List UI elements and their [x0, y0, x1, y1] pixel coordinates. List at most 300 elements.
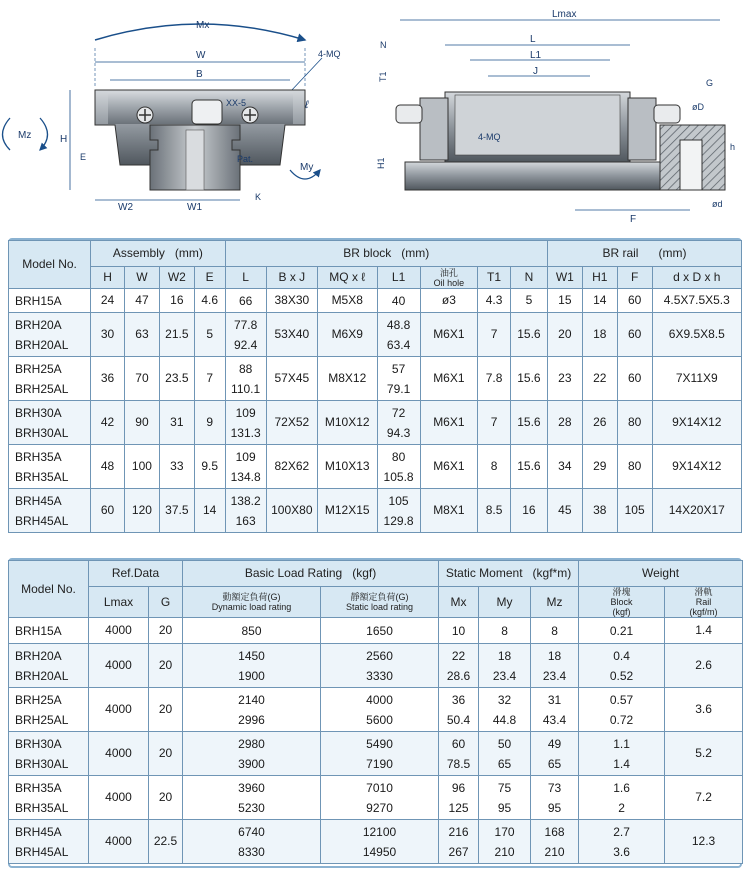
cell-value: 4000	[105, 702, 132, 716]
cell-W2	[159, 401, 194, 445]
cell-block	[579, 776, 665, 820]
cell-Mx	[439, 618, 479, 644]
hdr-block-weight	[579, 587, 665, 618]
cell-value: 60	[627, 371, 642, 385]
cell-value: 0.72	[609, 712, 634, 727]
cell-T1	[478, 445, 511, 489]
cell-value: 66	[238, 293, 253, 308]
cell-value: 7	[490, 327, 498, 341]
cell-value: 5600	[366, 712, 393, 727]
cell-W2	[159, 489, 194, 533]
cell-value: 18	[497, 648, 512, 663]
cell-oil	[420, 313, 477, 357]
cell-value: 63	[135, 327, 149, 341]
label-XX5: XX-5	[226, 98, 247, 108]
label-Mx: Mx	[196, 20, 210, 31]
cell-value: (mm)	[174, 246, 203, 260]
label-W: W	[196, 50, 206, 61]
cell-value: Static Moment	[445, 566, 523, 580]
cell-W2	[159, 357, 194, 401]
cell-value: 36	[451, 692, 466, 707]
cell-H	[91, 313, 125, 357]
model-cell	[9, 776, 89, 820]
label-T1: T1	[378, 71, 388, 82]
cell-E	[194, 289, 225, 313]
cell-dyn	[183, 776, 321, 820]
cell-BxJ	[266, 489, 317, 533]
label-G: G	[706, 78, 714, 88]
cell-W2	[159, 445, 194, 489]
cell-value: M5X8	[331, 293, 363, 307]
cell-value: 60	[451, 736, 466, 751]
cell-value: 4000	[105, 834, 132, 848]
cell-G	[149, 732, 183, 776]
cell-value: M12X15	[324, 503, 370, 517]
cell-T1	[478, 489, 511, 533]
cell-dDh	[652, 401, 741, 445]
hdr-H	[91, 267, 125, 289]
cell-H1	[582, 357, 617, 401]
cell-Lmax	[89, 732, 149, 776]
cell-value: 2.7	[613, 824, 630, 839]
cell-value: 163	[235, 513, 256, 528]
cell-Lmax	[89, 776, 149, 820]
cell-value: 1650	[366, 623, 393, 638]
cell-value: Ref.Data	[111, 566, 160, 580]
cell-value: 20	[158, 623, 173, 637]
cell-Mx	[439, 644, 479, 688]
cell-value: 38	[593, 503, 607, 517]
hdr-dDh	[652, 267, 741, 289]
label-My: My	[300, 162, 314, 173]
cell-block	[579, 618, 665, 644]
cell-value: 36	[100, 371, 115, 385]
cell-value: BRH35A	[15, 780, 62, 795]
cell-MQ	[317, 313, 377, 357]
model-cell	[9, 401, 91, 445]
cell-value: 125	[448, 800, 469, 815]
cell-W1	[547, 445, 582, 489]
cell-value: 0.52	[609, 668, 634, 683]
cell-value: 72X52	[274, 415, 310, 429]
hdr-F	[617, 267, 652, 289]
technical-drawing	[0, 0, 750, 232]
cell-value: BRH30A	[15, 736, 62, 751]
label-oD: øD	[692, 102, 704, 112]
cell-value: 7190	[366, 756, 393, 771]
cell-value: 50	[497, 736, 512, 751]
cell-value: 23.4	[492, 668, 517, 683]
cell-My	[479, 688, 531, 732]
cell-H	[91, 489, 125, 533]
cell-value: 8330	[238, 844, 265, 859]
cell-F	[617, 289, 652, 313]
cell-value: 8.5	[485, 503, 503, 517]
table-row	[9, 489, 742, 533]
cell-F	[617, 401, 652, 445]
cell-value: 7	[206, 371, 214, 385]
model-cell	[9, 289, 91, 313]
cell-value: 22.5	[153, 834, 178, 848]
cell-value: 70	[135, 371, 149, 385]
cell-value: 8	[490, 459, 498, 473]
cell-F	[617, 357, 652, 401]
cell-value: 31	[170, 415, 184, 429]
cell-value: Lmax	[103, 594, 134, 609]
label-4MQ-side: 4-MQ	[478, 132, 501, 142]
cell-E	[194, 445, 225, 489]
cell-W	[125, 313, 160, 357]
cell-sta	[321, 732, 439, 776]
cell-W1	[547, 313, 582, 357]
cell-value: Block	[610, 597, 633, 607]
cell-value: 105	[388, 493, 409, 508]
hdr-model	[9, 241, 91, 289]
cell-F	[617, 489, 652, 533]
cell-value: 7010	[366, 780, 393, 795]
table-row	[9, 820, 743, 864]
cell-value: 12100	[362, 824, 397, 839]
hdr-assembly	[91, 241, 225, 267]
cell-value: BRH30A	[15, 405, 62, 420]
cell-BxJ	[266, 313, 317, 357]
cell-value: 15.6	[517, 459, 541, 473]
cell-value: 0.4	[613, 648, 630, 663]
cell-value: 2.6	[695, 658, 712, 672]
cell-value: BRH45AL	[15, 513, 69, 528]
cell-value: T1	[487, 270, 502, 284]
cell-MQ	[317, 445, 377, 489]
cell-L	[225, 489, 266, 533]
cell-L	[225, 357, 266, 401]
cell-value: 32	[497, 692, 512, 707]
cell-W2	[159, 313, 194, 357]
cell-H	[91, 445, 125, 489]
model-cell	[9, 820, 89, 864]
cell-value: 4000	[105, 623, 132, 637]
cell-value: L	[242, 270, 249, 284]
cell-value: 95	[547, 800, 562, 815]
load-rating-table	[8, 560, 743, 864]
cell-oil	[420, 289, 477, 313]
cell-value: 16	[522, 503, 536, 517]
cell-BxJ	[266, 445, 317, 489]
cell-My	[479, 820, 531, 864]
cell-value: 22	[451, 648, 466, 663]
cell-value: BRH25AL	[15, 381, 69, 396]
cell-value: 6740	[238, 824, 265, 839]
model-cell	[9, 644, 89, 688]
cell-block	[579, 688, 665, 732]
hdr-oil	[420, 267, 477, 289]
cell-value: 37.5	[165, 503, 189, 517]
cell-value: 14	[593, 293, 607, 307]
cell-H1	[582, 445, 617, 489]
cell-value: (kgf)	[612, 607, 631, 617]
cell-value: Dynamic load rating	[211, 602, 292, 612]
cell-value: M10X12	[324, 415, 370, 429]
cell-value: (mm)	[658, 246, 687, 260]
cell-value: 3330	[366, 668, 393, 683]
cell-dDh	[652, 489, 741, 533]
cell-H1	[582, 489, 617, 533]
cell-value: 9.5	[201, 459, 219, 473]
cell-value: 7.2	[695, 790, 712, 804]
cell-N	[510, 289, 547, 313]
cell-value: Static load rating	[346, 602, 414, 612]
cell-value: 2140	[238, 692, 265, 707]
label-od: ød	[712, 199, 723, 209]
cell-value: BRH20AL	[15, 668, 69, 683]
cell-value: 3.6	[695, 702, 712, 716]
cell-BxJ	[266, 357, 317, 401]
cell-value: 49	[547, 736, 562, 751]
cell-dDh	[652, 289, 741, 313]
hdr-BxJ	[266, 267, 317, 289]
cell-value: BRH30AL	[15, 756, 69, 771]
cell-value: 34	[558, 459, 572, 473]
cell-value: M6X1	[433, 415, 465, 429]
cell-value: 21.5	[165, 327, 189, 341]
cell-MQ	[317, 357, 377, 401]
cell-value: 75	[497, 780, 512, 795]
cell-value: 8	[551, 623, 558, 638]
cell-L1	[377, 289, 420, 313]
cell-value: 18	[547, 648, 562, 663]
side-view	[376, 9, 735, 225]
cell-value: 20	[558, 327, 572, 341]
cell-W	[125, 401, 160, 445]
hdr-dyn	[183, 587, 321, 618]
cell-value: 60	[100, 503, 115, 517]
cell-My	[479, 644, 531, 688]
table-row	[9, 732, 743, 776]
cell-value: 50.4	[446, 712, 471, 727]
cell-value: E	[205, 270, 214, 284]
cell-value: H	[103, 270, 112, 284]
cell-rail	[665, 618, 743, 644]
label-h: h	[730, 142, 736, 152]
cell-value: (kgf*m)	[532, 566, 572, 580]
hdr-ref	[89, 561, 183, 587]
cell-value: (mm)	[401, 246, 430, 260]
cell-Mz	[531, 732, 579, 776]
cell-value: 109	[235, 449, 256, 464]
cell-L1	[377, 401, 420, 445]
cell-value: 30	[100, 327, 115, 341]
cell-L1	[377, 445, 420, 489]
cell-rail	[665, 776, 743, 820]
cell-value: W	[136, 270, 148, 284]
cell-value: 42	[100, 415, 115, 429]
hdr-H1	[582, 267, 617, 289]
cell-value: 82X62	[274, 459, 310, 473]
cell-T1	[478, 401, 511, 445]
cell-value: W1	[555, 270, 574, 284]
cell-dyn	[183, 820, 321, 864]
cell-value: BRH45A	[15, 493, 62, 508]
cell-value: (kgf)	[352, 566, 377, 580]
cell-Mz	[531, 820, 579, 864]
cell-N	[510, 313, 547, 357]
cell-H	[91, 357, 125, 401]
cell-value: BRH45AL	[15, 844, 69, 859]
hdr-N	[510, 267, 547, 289]
cell-Lmax	[89, 820, 149, 864]
cell-value: 65	[497, 756, 512, 771]
cell-oil	[420, 489, 477, 533]
label-N: N	[380, 40, 387, 50]
cell-value: 23.4	[542, 668, 567, 683]
cell-MQ	[317, 489, 377, 533]
cell-Mz	[531, 644, 579, 688]
model-cell	[9, 445, 91, 489]
cell-value: 4.5X7.5X5.3	[663, 293, 730, 307]
cell-value: 4000	[105, 746, 132, 760]
hdr-Mz	[531, 587, 579, 618]
cell-N	[510, 357, 547, 401]
cell-value: 24	[100, 293, 115, 307]
cell-E	[194, 313, 225, 357]
cell-value: BRH20A	[15, 648, 62, 663]
table-row	[9, 313, 742, 357]
label-J: J	[533, 66, 538, 77]
front-view	[3, 20, 341, 213]
cell-value: Mx	[450, 594, 467, 609]
hdr-My	[479, 587, 531, 618]
table-row	[9, 688, 743, 732]
cell-value: Model No.	[21, 581, 76, 596]
cell-value: 1.1	[613, 736, 630, 751]
hdr-L1	[377, 267, 420, 289]
label-Pat: Pat.	[237, 154, 254, 164]
cell-value: 60	[627, 327, 642, 341]
hdr-model2	[9, 561, 89, 618]
cell-W	[125, 445, 160, 489]
cell-value: 1.6	[613, 780, 630, 795]
cell-value: 4.3	[485, 293, 503, 307]
hdr-T1	[478, 267, 511, 289]
cell-value: BRH15A	[15, 293, 62, 308]
cell-value: 15.6	[517, 327, 541, 341]
cell-value: BRH25A	[15, 361, 62, 376]
hdr-weight	[579, 561, 743, 587]
cell-value: 4000	[105, 658, 132, 672]
cell-value: 10	[451, 623, 466, 638]
cell-value: 靜額定負荷(G)	[350, 592, 409, 602]
cell-oil	[420, 401, 477, 445]
cell-value: 5230	[238, 800, 265, 815]
cell-value: 47	[135, 293, 149, 307]
cell-value: 96	[451, 780, 466, 795]
cell-value: 14	[203, 503, 217, 517]
cell-value: 5	[206, 327, 214, 341]
table-row	[9, 644, 743, 688]
cell-value: 3900	[238, 756, 265, 771]
cell-value: M6X1	[433, 459, 465, 473]
cell-BxJ	[266, 401, 317, 445]
cell-L1	[377, 313, 420, 357]
cell-dyn	[183, 732, 321, 776]
label-W2: W2	[118, 202, 133, 213]
cell-value: Rail	[695, 597, 712, 607]
cell-value: 57	[391, 361, 406, 376]
cell-value: F	[630, 270, 639, 284]
cell-value: L1	[391, 270, 406, 284]
cell-MQ	[317, 401, 377, 445]
cell-value: 134.8	[230, 469, 261, 484]
cell-value: Basic Load Rating	[244, 566, 343, 580]
cell-value: BRH35A	[15, 449, 62, 464]
cell-value: 0.21	[609, 623, 634, 638]
model-cell	[9, 357, 91, 401]
cell-rail	[665, 644, 743, 688]
cell-My	[479, 776, 531, 820]
hdr-W1	[547, 267, 582, 289]
cell-value: 60	[627, 293, 642, 307]
cell-value: BRH35AL	[15, 469, 69, 484]
cell-L1	[377, 489, 420, 533]
cell-value: 72	[391, 405, 406, 420]
cell-dDh	[652, 357, 741, 401]
cell-value: 動額定負荷(G)	[222, 592, 281, 602]
cell-value: 48.8	[386, 317, 411, 332]
cell-Lmax	[89, 644, 149, 688]
label-L: L	[530, 34, 536, 45]
cell-value: 9	[206, 415, 214, 429]
hdr-rail-weight	[665, 587, 743, 618]
cell-H1	[582, 313, 617, 357]
cell-value: 100	[131, 459, 152, 473]
cell-rail	[665, 688, 743, 732]
cell-value: M10X13	[324, 459, 370, 473]
cell-value: 7.8	[485, 371, 503, 385]
cell-W1	[547, 289, 582, 313]
cell-value: BRH20AL	[15, 337, 69, 352]
cell-value: 48	[100, 459, 115, 473]
cell-W	[125, 489, 160, 533]
cell-value: 20	[158, 702, 173, 716]
cell-value: 1450	[238, 648, 265, 663]
cell-value: 33	[170, 459, 184, 473]
cell-value: M6X1	[433, 327, 465, 341]
cell-value: 80	[627, 415, 642, 429]
cell-value: BR rail	[602, 246, 639, 260]
cell-value: 18	[593, 327, 607, 341]
cell-value: 131.3	[230, 425, 261, 440]
cell-E	[194, 357, 225, 401]
cell-value: 0.57	[609, 692, 634, 707]
cell-value: 14X20X17	[668, 503, 725, 517]
cell-value: 63.4	[386, 337, 411, 352]
cell-value: 3960	[238, 780, 265, 795]
cell-value: 105	[624, 503, 645, 517]
cell-Lmax	[89, 618, 149, 644]
cell-sta	[321, 776, 439, 820]
cell-value: 22	[593, 371, 607, 385]
cell-value: 16	[170, 293, 184, 307]
label-B: B	[196, 69, 203, 80]
cell-H	[91, 289, 125, 313]
table-row	[9, 445, 742, 489]
cell-L	[225, 401, 266, 445]
cell-N	[510, 489, 547, 533]
cell-value: W2	[167, 270, 186, 284]
cell-value: MQ x ℓ	[329, 270, 366, 284]
table-row	[9, 618, 743, 644]
cell-W2	[159, 289, 194, 313]
cell-value: BRH25A	[15, 692, 62, 707]
